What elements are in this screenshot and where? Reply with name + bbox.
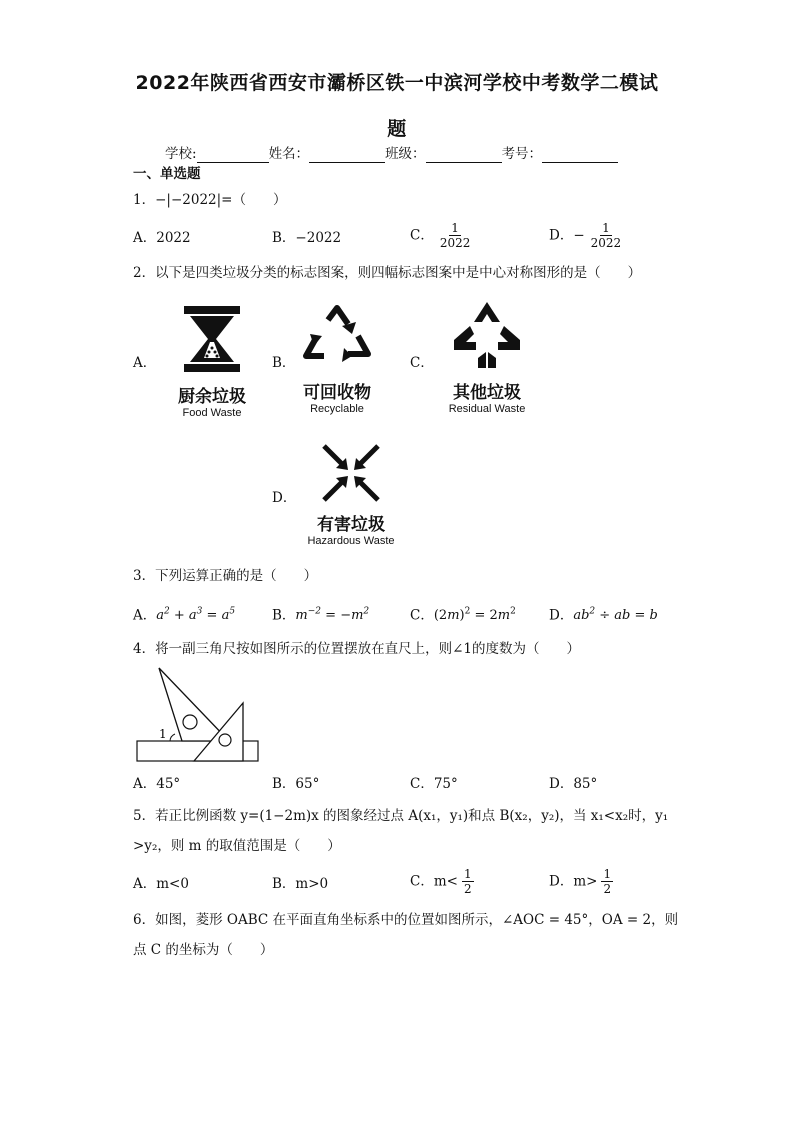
q5-option-d-prefix: D．m> bbox=[549, 873, 598, 890]
fraction-numerator: 1 bbox=[451, 221, 459, 235]
q1-option-d[interactable] bbox=[549, 221, 623, 250]
q5-option-a[interactable]: A．m<0 bbox=[133, 876, 189, 892]
page-title: 2022年陕西省西安市灞桥区铁一中滨河学校中考数学二模试 bbox=[135, 72, 659, 94]
q4-option-c[interactable]: C．75° bbox=[410, 776, 458, 792]
q2-option-d-label[interactable]: D． bbox=[272, 490, 297, 506]
q5-option-b[interactable]: B．m>0 bbox=[272, 876, 329, 892]
q5-stem-line1: 5．若正比例函数 y=(1−2m)x 的图象经过点 A(x₁，y₁)和点 B(x₂，y₂)，当 x₁<x₂时，y₁ bbox=[133, 808, 669, 824]
angle-1-label: 1 bbox=[159, 727, 167, 741]
q2-option-a-icon-block bbox=[160, 300, 264, 419]
q3-option-b-formula: $m^{-2} = -m^2$ bbox=[295, 607, 370, 624]
q6-stem-line2: 点 C 的坐标为（ ） bbox=[133, 942, 274, 958]
q3-option-a[interactable] bbox=[133, 603, 235, 625]
class-label: 班级： bbox=[385, 146, 426, 162]
q1-option-c-fraction bbox=[438, 221, 473, 250]
exam-no-field[interactable] bbox=[542, 148, 618, 163]
q3-option-a-formula: $a^2 + a^3 = a^5$ bbox=[156, 607, 236, 624]
q2-option-b-icon-block bbox=[286, 298, 388, 415]
q4-option-a[interactable]: A．45° bbox=[133, 776, 181, 792]
q5-option-c-prefix: C．m< bbox=[410, 873, 458, 890]
icon-caption-cn: 可回收物 bbox=[303, 383, 371, 403]
q3-option-d-label: D． bbox=[549, 607, 574, 624]
q3-option-c[interactable] bbox=[410, 603, 516, 625]
page-title-continued: 题 bbox=[387, 118, 407, 140]
icon-caption-en: Hazardous Waste bbox=[307, 535, 395, 547]
q2-option-c-icon-block bbox=[434, 296, 540, 415]
cross-arrows-icon bbox=[296, 440, 406, 506]
q5-option-d-fraction bbox=[601, 867, 613, 896]
q4-option-d[interactable]: D．85° bbox=[549, 776, 598, 792]
q1-option-c[interactable] bbox=[410, 221, 472, 250]
hourglass-icon bbox=[160, 300, 264, 378]
q3-option-a-label: A． bbox=[133, 607, 157, 624]
q3-option-b[interactable] bbox=[272, 603, 369, 625]
q3-option-b-label: B． bbox=[272, 607, 296, 624]
class-field[interactable] bbox=[426, 148, 502, 163]
icon-caption-cn: 其他垃圾 bbox=[453, 383, 521, 403]
section-heading: 一、单选题 bbox=[133, 166, 201, 182]
fraction-denominator: 2022 bbox=[590, 236, 622, 250]
q5-option-d[interactable] bbox=[549, 867, 613, 896]
q1-stem: 1．−|−2022|=（ ） bbox=[133, 192, 287, 208]
fraction-denominator: 2 bbox=[463, 882, 472, 896]
q1-option-d-prefix: D．− bbox=[549, 227, 585, 244]
icon-caption-en: Residual Waste bbox=[448, 403, 526, 415]
q2-option-d-icon-block bbox=[296, 440, 406, 547]
icon-caption-en: Food Waste bbox=[182, 407, 242, 419]
icon-caption-cn: 有害垃圾 bbox=[317, 515, 385, 535]
q6-stem-line1: 6．如图，菱形 OABC 在平面直角坐标系中的位置如图所示，∠AOC = 45°，OA = 2，则 bbox=[133, 912, 679, 928]
exam-no-label: 考号： bbox=[501, 146, 543, 162]
recycle-icon bbox=[286, 298, 388, 374]
q5-option-c-fraction bbox=[462, 867, 474, 896]
q1-option-a[interactable]: A．2022 bbox=[133, 230, 191, 246]
triangle-arrows-icon bbox=[434, 296, 540, 374]
name-label: 姓名： bbox=[268, 146, 310, 162]
school-label: 学校: bbox=[165, 146, 197, 162]
q2-option-b-label[interactable]: B． bbox=[272, 355, 296, 371]
student-info-line bbox=[165, 145, 618, 163]
q1-option-b[interactable]: B．−2022 bbox=[272, 230, 342, 246]
icon-caption-en: Recyclable bbox=[310, 403, 364, 415]
q3-option-c-formula: $(2m)^2 = 2m^2$ bbox=[433, 607, 516, 624]
q5-stem-line2: >y₂，则 m 的取值范围是（ ） bbox=[133, 838, 341, 854]
q5-option-c[interactable] bbox=[410, 867, 474, 896]
icon-caption-cn: 厨余垃圾 bbox=[178, 387, 246, 407]
q2-option-a-label[interactable]: A． bbox=[133, 355, 157, 371]
fraction-denominator: 2022 bbox=[439, 236, 471, 250]
q4-option-b[interactable]: B．65° bbox=[272, 776, 320, 792]
school-field[interactable] bbox=[197, 148, 269, 163]
q3-option-d-formula: $ab^2$ ÷ ab = b bbox=[573, 607, 658, 624]
fraction-numerator: 1 bbox=[603, 867, 612, 881]
q3-stem: 3．下列运算正确的是（ ） bbox=[133, 568, 318, 584]
q4-stem: 4．将一副三角尺按如图所示的位置摆放在直尺上，则∠1的度数为（ ） bbox=[133, 641, 580, 657]
q2-stem: 2．以下是四类垃圾分类的标志图案，则四幅标志图案中是中心对称图形的是（ ） bbox=[133, 265, 642, 281]
q1-option-c-prefix: C． bbox=[410, 227, 434, 244]
fraction-numerator: 1 bbox=[463, 867, 472, 881]
q2-option-c-label[interactable]: C． bbox=[410, 355, 434, 371]
name-field[interactable] bbox=[309, 148, 385, 163]
fraction-denominator: 2 bbox=[603, 882, 612, 896]
q3-option-c-label: C． bbox=[410, 607, 434, 624]
triangle-rulers-figure bbox=[134, 664, 262, 764]
fraction-numerator: 1 bbox=[602, 221, 610, 235]
q3-option-d[interactable] bbox=[549, 603, 658, 625]
q1-option-d-fraction bbox=[589, 221, 624, 250]
